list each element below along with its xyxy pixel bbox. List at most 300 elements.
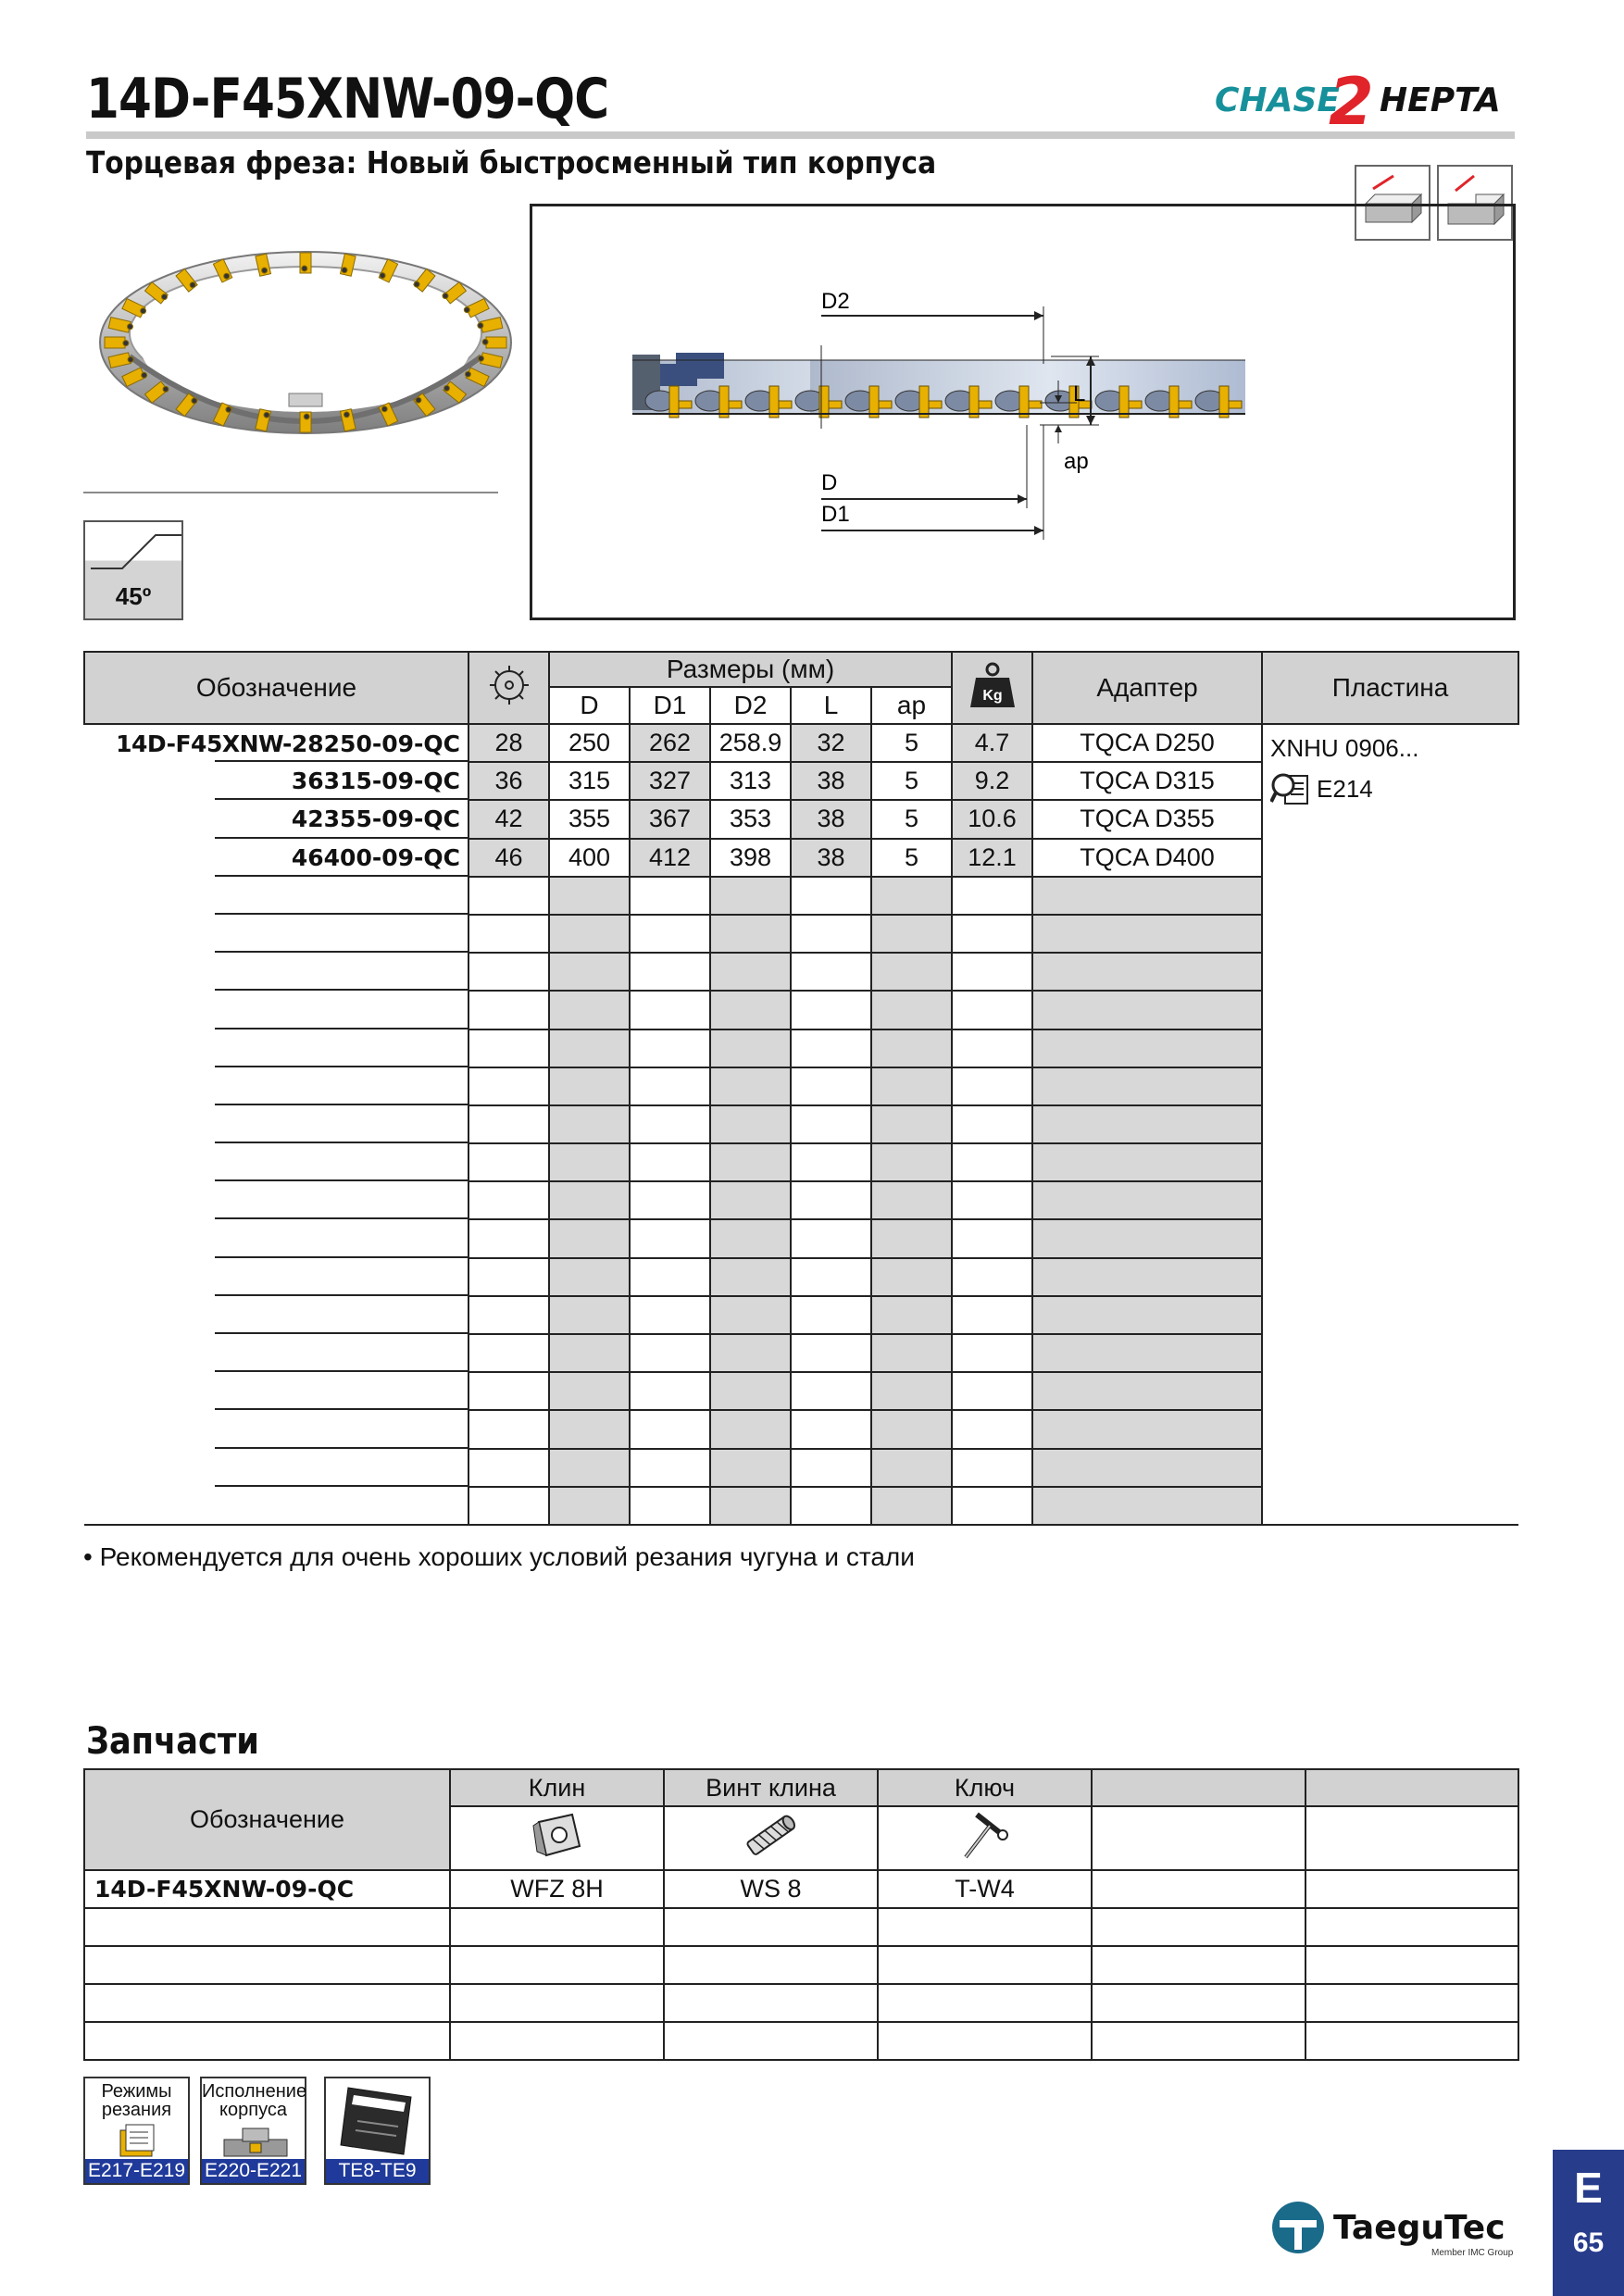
- weight-icon: [967, 659, 1018, 711]
- empty-cell: [84, 991, 468, 1029]
- empty-cell: [791, 1410, 871, 1448]
- empty-cell: [952, 953, 1032, 991]
- weight-cell: 12.1: [952, 839, 1032, 877]
- page-number: 65: [1572, 2227, 1605, 2258]
- insert-ref-page: E214: [1317, 774, 1373, 803]
- designation-cell: [84, 724, 468, 762]
- ap-cell: 5: [871, 762, 952, 800]
- screw-hole: [141, 308, 146, 314]
- empty-cell: [630, 1143, 710, 1181]
- lead-angle-value: 45º: [115, 582, 152, 610]
- screw-hole: [478, 323, 483, 329]
- ref-label-line1: Исполнение: [202, 2081, 307, 2102]
- screw-hole: [128, 356, 133, 362]
- empty-cell: [710, 1334, 791, 1372]
- empty-cell: [468, 1334, 549, 1372]
- empty-cell: [84, 1105, 468, 1143]
- l-cell: 38: [791, 762, 871, 800]
- spare-designation: 14D-F45XNW-09-QC: [84, 1870, 450, 1908]
- empty-cell: [1032, 1181, 1262, 1219]
- spare-empty-cell: [664, 1946, 878, 1984]
- spare-empty-cell: [450, 1908, 664, 1946]
- empty-cell: [791, 991, 871, 1029]
- spare-empty-cell: [664, 1908, 878, 1946]
- empty-cell: [952, 1449, 1032, 1487]
- weight-cell: 9.2: [952, 762, 1032, 800]
- empty-cell: [871, 1372, 952, 1410]
- empty-cell: [791, 1334, 871, 1372]
- lead-angle-icon: [83, 520, 183, 620]
- empty-cell: [871, 1219, 952, 1257]
- spare-empty-cell: [664, 2022, 878, 2060]
- empty-cell: [84, 1487, 468, 1525]
- product-table: [83, 651, 1519, 1526]
- empty-cell: [1032, 1449, 1262, 1487]
- col-teeth: [468, 652, 549, 724]
- empty-cell: [549, 1143, 630, 1181]
- empty-cell: [84, 1219, 468, 1257]
- empty-cell: [791, 1105, 871, 1143]
- empty-cell: [84, 1372, 468, 1410]
- wedge-screw-icon: [739, 1809, 804, 1861]
- empty-cell: [84, 1067, 468, 1105]
- technical-drawing: [530, 204, 1516, 620]
- ref-label-line2: корпуса: [219, 2100, 287, 2120]
- screw-hole: [163, 386, 169, 392]
- empty-cell: [871, 1067, 952, 1105]
- empty-cell: [791, 915, 871, 953]
- empty-cell: [549, 953, 630, 991]
- empty-cell: [549, 1449, 630, 1487]
- adapter-cell: TQCA D400: [1032, 839, 1262, 877]
- empty-cell: [549, 1029, 630, 1067]
- spare-row-empty: [84, 1984, 1518, 2022]
- empty-cell: [952, 1334, 1032, 1372]
- empty-cell: [871, 1334, 952, 1372]
- spare-col-empty-1: [1092, 1769, 1305, 1806]
- adapter-cell: TQCA D315: [1032, 762, 1262, 800]
- spare-empty-cell: [1305, 2022, 1518, 2060]
- dimension-label-d: D: [821, 470, 838, 495]
- spare-parts-title: Запчасти: [86, 1720, 259, 1763]
- d-cell: 400: [549, 839, 630, 877]
- l-cell: 32: [791, 724, 871, 762]
- screw-hole: [464, 307, 469, 313]
- designation-prefix: 14D-F45XNW-: [116, 730, 292, 757]
- screw-hole: [465, 371, 470, 377]
- empty-cell: [791, 1258, 871, 1296]
- empty-cell: [1032, 1105, 1262, 1143]
- screw-hole: [142, 372, 147, 378]
- empty-cell: [952, 1067, 1032, 1105]
- spare-empty-cell: [84, 2022, 450, 2060]
- empty-cell: [791, 1181, 871, 1219]
- cutting-data-reference[interactable]: [83, 2077, 190, 2185]
- empty-cell: [952, 991, 1032, 1029]
- empty-cell: [549, 1372, 630, 1410]
- empty-cell: [871, 1487, 952, 1525]
- table-row: [84, 724, 1518, 762]
- col-weight: [952, 652, 1032, 724]
- spare-empty-cell: [1092, 2022, 1305, 2060]
- empty-cell: [710, 991, 791, 1029]
- empty-cell: [952, 1258, 1032, 1296]
- spare-empty-cell: [84, 1946, 450, 1984]
- technical-info-reference[interactable]: [324, 2077, 431, 2185]
- key-icon-cell: [878, 1806, 1092, 1870]
- spare-col-wedge: Клин: [450, 1769, 664, 1806]
- spare-row-empty: [84, 1946, 1518, 1984]
- empty-cell: [710, 953, 791, 991]
- empty-cell: [630, 877, 710, 915]
- dimension-label-ap: ap: [1064, 449, 1089, 474]
- empty-cell: [791, 1029, 871, 1067]
- spare-col-empty-2: [1305, 1769, 1518, 1806]
- empty-cell: [710, 1143, 791, 1181]
- empty-cell: [468, 1372, 549, 1410]
- empty-cell: [1032, 991, 1262, 1029]
- d1-cell: 327: [630, 762, 710, 800]
- spare-empty-cell: [1305, 1946, 1518, 1984]
- empty-cell: [952, 1296, 1032, 1334]
- screw-hole: [304, 414, 309, 419]
- empty-cell: [1032, 1410, 1262, 1448]
- ref-pages: E217-E219: [85, 2159, 188, 2183]
- empty-cell: [871, 877, 952, 915]
- empty-cell: [468, 1449, 549, 1487]
- empty-cell: [630, 1258, 710, 1296]
- page-title: 14D-F45XNW-09-QC: [86, 67, 609, 131]
- company-name: TaeguTec: [1333, 2209, 1505, 2247]
- empty-cell: [871, 991, 952, 1029]
- chase2hepta-logo: [1213, 63, 1518, 137]
- empty-cell: [791, 1143, 871, 1181]
- designation-cell: 46400-09-QC: [84, 839, 468, 877]
- logo-text-left: CHASE: [1215, 81, 1340, 119]
- empty-cell: [1032, 1143, 1262, 1181]
- designation-cell: 36315-09-QC: [84, 762, 468, 800]
- photo-divider: [83, 492, 498, 493]
- col-dimensions: Размеры (мм): [549, 652, 952, 687]
- empty-cell: [1032, 915, 1262, 953]
- col-d: D: [549, 687, 630, 724]
- spare-col-key: Ключ: [878, 1769, 1092, 1806]
- empty-cell: [630, 1372, 710, 1410]
- empty-cell: [549, 1105, 630, 1143]
- col-designation: Обозначение: [84, 652, 468, 724]
- empty-cell: [549, 915, 630, 953]
- empty-cell: [84, 1296, 468, 1334]
- insert-name: XNHU 0906...: [1270, 734, 1419, 762]
- spare-empty-cell: [450, 1984, 664, 2022]
- empty-cell: [468, 1029, 549, 1067]
- spare-empty-cell: [450, 2022, 664, 2060]
- empty-cell: [468, 1410, 549, 1448]
- company-subtitle: Member IMC Group: [1431, 2248, 1514, 2258]
- d1-cell: 367: [630, 800, 710, 838]
- empty-cell: [871, 1410, 952, 1448]
- magnifier-icon: [1270, 770, 1311, 807]
- empty-cell: [468, 1219, 549, 1257]
- empty-cell: [710, 1219, 791, 1257]
- taegutec-logo: [1268, 2196, 1518, 2261]
- empty-cell: [468, 1143, 549, 1181]
- empty-cell: [1032, 953, 1262, 991]
- spare-empty-cell: [1092, 1946, 1305, 1984]
- empty-cell: [84, 1029, 468, 1067]
- teeth-cell: 46: [468, 839, 549, 877]
- empty-cell: [871, 953, 952, 991]
- empty-cell: [710, 915, 791, 953]
- empty-cell: [1032, 1372, 1262, 1410]
- section-tab: [1553, 2150, 1624, 2296]
- empty-cell: [952, 915, 1032, 953]
- dimension-label-d1: D1: [821, 502, 850, 527]
- empty-cell: [630, 1410, 710, 1448]
- weight-cell: 4.7: [952, 724, 1032, 762]
- screw-hole: [342, 268, 347, 273]
- spare-empty-cell: [1305, 1984, 1518, 2022]
- technical-book-icon: [333, 2084, 422, 2158]
- empty-cell: [791, 1449, 871, 1487]
- empty-cell: [710, 1410, 791, 1448]
- empty-cell: [710, 1296, 791, 1334]
- insert-tooth: [486, 337, 506, 348]
- screw-hole: [482, 339, 488, 344]
- screw-hole: [190, 282, 195, 288]
- insert-cell: [1262, 724, 1518, 1525]
- empty-cell: [871, 1296, 952, 1334]
- empty-cell: [710, 1067, 791, 1105]
- ap-cell: 5: [871, 839, 952, 877]
- empty-cell: [549, 1181, 630, 1219]
- d2-cell: 398: [710, 839, 791, 877]
- empty-cell: [84, 1334, 468, 1372]
- empty-cell: [1032, 1296, 1262, 1334]
- empty-cell: [468, 1105, 549, 1143]
- wedge-icon: [530, 1809, 585, 1861]
- insert-reference[interactable]: [1270, 770, 1511, 807]
- ap-cell: 5: [871, 724, 952, 762]
- empty-cell: [630, 1029, 710, 1067]
- spare-col-designation: Обозначение: [84, 1769, 450, 1870]
- col-insert: Пластина: [1262, 652, 1518, 724]
- spare-icon-empty-2: [1305, 1806, 1518, 1870]
- empty-cell: [630, 953, 710, 991]
- l-cell: 38: [791, 800, 871, 838]
- empty-cell: [1032, 1029, 1262, 1067]
- spare-empty-cell: [1092, 1984, 1305, 2022]
- ref-pages: E220-E221: [202, 2159, 305, 2183]
- empty-cell: [871, 1143, 952, 1181]
- empty-cell: [630, 1449, 710, 1487]
- empty-cell: [952, 1029, 1032, 1067]
- empty-cell: [630, 1067, 710, 1105]
- logo-number: 2: [1329, 64, 1374, 137]
- screw-hole: [302, 266, 307, 271]
- empty-cell: [871, 1181, 952, 1219]
- empty-cell: [84, 1143, 468, 1181]
- empty-cell: [1032, 1334, 1262, 1372]
- teeth-count-icon: [486, 662, 532, 708]
- adapter-cell: TQCA D355: [1032, 800, 1262, 838]
- spare-empty-cell: [878, 1984, 1092, 2022]
- ap-cell: 5: [871, 800, 952, 838]
- empty-cell: [468, 877, 549, 915]
- teeth-cell: 28: [468, 724, 549, 762]
- empty-cell: [791, 1067, 871, 1105]
- empty-cell: [952, 877, 1032, 915]
- t-key-icon: [953, 1807, 1018, 1863]
- spare-empty-cell: [878, 2022, 1092, 2060]
- empty-cell: [1032, 1487, 1262, 1525]
- spare-wedge-screw: WS 8: [664, 1870, 878, 1908]
- spare-empty-cell: [1305, 1870, 1518, 1908]
- l-cell: 38: [791, 839, 871, 877]
- dimension-label-d2: D2: [821, 289, 850, 314]
- empty-cell: [710, 1258, 791, 1296]
- empty-cell: [468, 915, 549, 953]
- spare-empty-cell: [84, 1984, 450, 2022]
- empty-cell: [468, 1487, 549, 1525]
- spare-key: T-W4: [878, 1870, 1092, 1908]
- empty-cell: [84, 1410, 468, 1448]
- spare-empty-cell: [84, 1908, 450, 1946]
- empty-cell: [1032, 1219, 1262, 1257]
- designation-code: 28250-09-QC: [291, 730, 460, 757]
- screw-hole: [414, 281, 419, 287]
- screw-hole: [262, 268, 268, 273]
- empty-cell: [84, 1181, 468, 1219]
- lead-angle-symbol: [85, 522, 181, 578]
- body-design-icon: [220, 2123, 291, 2160]
- ref-label-line2: резания: [101, 2100, 172, 2120]
- empty-cell: [710, 1181, 791, 1219]
- section-letter: E: [1574, 2164, 1603, 2212]
- screw-hole: [162, 294, 168, 300]
- empty-cell: [791, 953, 871, 991]
- empty-cell: [549, 1296, 630, 1334]
- empty-cell: [952, 1372, 1032, 1410]
- d1-cell: 262: [630, 724, 710, 762]
- page-subtitle: Торцевая фреза: Новый быстросменный тип корпуса: [86, 144, 937, 181]
- empty-cell: [952, 1143, 1032, 1181]
- empty-cell: [549, 1258, 630, 1296]
- empty-cell: [468, 1258, 549, 1296]
- d1-cell: 412: [630, 839, 710, 877]
- empty-cell: [952, 1487, 1032, 1525]
- ref-pages: TE8-TE9: [326, 2159, 429, 2183]
- wedge-icon-cell: [450, 1806, 664, 1870]
- screw-hole: [479, 356, 484, 361]
- d2-cell: 353: [710, 800, 791, 838]
- cutter-section-drawing: [532, 206, 1513, 618]
- spare-row-empty: [84, 2022, 1518, 2060]
- empty-cell: [549, 991, 630, 1029]
- empty-cell: [549, 1067, 630, 1105]
- cutting-data-icon: [117, 2123, 159, 2160]
- body-design-reference[interactable]: [200, 2077, 306, 2185]
- spare-wedge: WFZ 8H: [450, 1870, 664, 1908]
- screw-hole: [444, 385, 450, 391]
- spare-empty-cell: [1305, 1908, 1518, 1946]
- empty-cell: [1032, 1258, 1262, 1296]
- spare-empty-cell: [878, 1946, 1092, 1984]
- empty-cell: [952, 1219, 1032, 1257]
- screw-hole: [128, 324, 133, 330]
- screw-hole: [192, 398, 197, 404]
- screw-hole: [264, 412, 269, 418]
- teeth-cell: 36: [468, 762, 549, 800]
- empty-cell: [549, 1219, 630, 1257]
- screw-hole: [344, 412, 349, 418]
- empty-cell: [791, 877, 871, 915]
- empty-cell: [84, 953, 468, 991]
- empty-cell: [630, 1219, 710, 1257]
- cutter-product-image: [93, 218, 518, 449]
- d2-cell: 313: [710, 762, 791, 800]
- d-cell: 315: [549, 762, 630, 800]
- empty-cell: [630, 1181, 710, 1219]
- dimension-label-l: L: [1073, 381, 1086, 406]
- screw-hole: [123, 341, 129, 346]
- d-cell: 355: [549, 800, 630, 838]
- spare-empty-cell: [1092, 1870, 1305, 1908]
- spare-col-wedge-screw: Винт клина: [664, 1769, 878, 1806]
- empty-cell: [630, 1334, 710, 1372]
- empty-cell: [630, 991, 710, 1029]
- screw-hole: [443, 293, 448, 299]
- spare-parts-table: [83, 1768, 1519, 2061]
- empty-cell: [871, 1449, 952, 1487]
- empty-cell: [549, 1487, 630, 1525]
- empty-cell: [84, 915, 468, 953]
- empty-cell: [791, 1372, 871, 1410]
- empty-cell: [710, 1449, 791, 1487]
- empty-cell: [710, 1487, 791, 1525]
- designation-cell: 42355-09-QC: [84, 800, 468, 838]
- empty-cell: [468, 991, 549, 1029]
- spare-icon-empty-1: [1092, 1806, 1305, 1870]
- usage-note: • Рекомендуется для очень хороших условий резания чугуна и стали: [83, 1542, 915, 1571]
- d-cell: 250: [549, 724, 630, 762]
- weight-icon-label: Kg: [981, 687, 1003, 704]
- spare-row: [84, 1870, 1518, 1908]
- screw-hole: [416, 397, 421, 403]
- empty-cell: [630, 915, 710, 953]
- screw-hole: [381, 406, 387, 412]
- empty-cell: [1032, 1067, 1262, 1105]
- empty-cell: [84, 877, 468, 915]
- empty-cell: [549, 1410, 630, 1448]
- empty-cell: [952, 1105, 1032, 1143]
- adapter-cell: TQCA D250: [1032, 724, 1262, 762]
- empty-cell: [630, 1105, 710, 1143]
- empty-cell: [1032, 877, 1262, 915]
- empty-cell: [871, 915, 952, 953]
- col-l: L: [791, 687, 871, 724]
- screw-icon-cell: [664, 1806, 878, 1870]
- empty-cell: [791, 1219, 871, 1257]
- teeth-cell: 42: [468, 800, 549, 838]
- col-ap: ap: [871, 687, 952, 724]
- empty-cell: [84, 1258, 468, 1296]
- col-d1: D1: [630, 687, 710, 724]
- empty-cell: [468, 953, 549, 991]
- screw-hole: [226, 406, 231, 412]
- d2-cell: 258.9: [710, 724, 791, 762]
- screw-hole: [380, 273, 385, 279]
